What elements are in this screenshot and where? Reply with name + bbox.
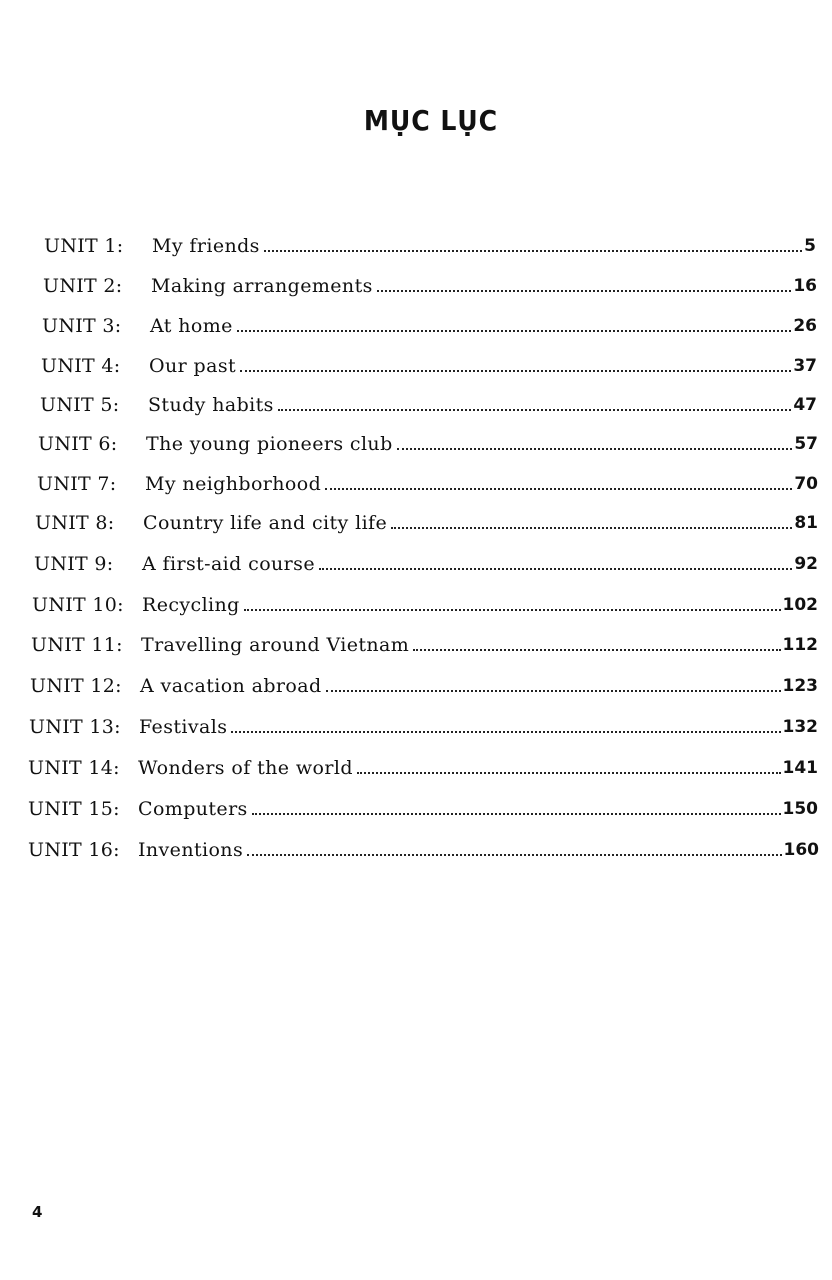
unit-title: A vacation abroad [140,675,322,697]
page-number: 81 [794,513,818,533]
dot-leader [377,290,792,292]
unit-title: Recycling [142,594,240,616]
toc-entry [28,834,819,862]
unit-number: UNIT 16: [28,839,120,861]
dot-leader [391,527,792,529]
page-number: 150 [782,799,818,819]
unit-number: UNIT 5: [40,394,120,416]
unit-title: The young pioneers club [146,433,393,455]
toc-entry [37,468,818,496]
page-number: 57 [794,434,818,454]
unit-title: Festivals [139,716,228,738]
toc-entry [38,428,818,456]
dot-leader [252,813,781,815]
unit-number: UNIT 8: [35,512,115,534]
toc-entry [32,589,818,617]
unit-title: Study habits [148,394,274,416]
toc-entry [44,230,816,258]
page-number: 92 [794,554,818,574]
dot-leader [325,488,792,490]
toc-entry [30,670,818,698]
page-number: 70 [794,474,818,494]
dot-leader [413,649,780,651]
page-number: 160 [783,840,819,860]
page-number: 47 [793,395,817,415]
unit-number: UNIT 3: [42,315,122,337]
unit-number: UNIT 9: [34,553,114,575]
dot-leader [244,609,781,611]
unit-title: At home [150,315,233,337]
page-number: 16 [793,276,817,296]
toc-entry [40,389,817,417]
unit-number: UNIT 14: [28,757,120,779]
dot-leader [326,690,781,692]
unit-title: My friends [152,235,260,257]
toc-entry [28,752,818,780]
dot-leader [264,250,802,252]
dot-leader [231,731,780,733]
toc-entry [35,507,818,535]
unit-title: Wonders of the world [138,757,353,779]
dot-leader [357,772,781,774]
page-number: 5 [804,236,816,256]
unit-number: UNIT 15: [28,798,120,820]
unit-title: Travelling around Vietnam [141,634,410,656]
unit-number: UNIT 13: [29,716,121,738]
unit-title: Inventions [138,839,244,861]
dot-leader [237,330,792,332]
page-number: 102 [782,595,818,615]
toc-entry [31,629,818,657]
toc-entry [28,793,818,821]
unit-number: UNIT 6: [38,433,118,455]
page-folio: 4 [32,1203,43,1221]
page-number: 26 [793,316,817,336]
dot-leader [278,409,792,411]
unit-number: UNIT 10: [32,594,124,616]
unit-number: UNIT 4: [41,355,121,377]
page-number: 141 [782,758,818,778]
unit-number: UNIT 12: [30,675,122,697]
unit-number: UNIT 11: [31,634,123,656]
unit-number: UNIT 1: [44,235,124,257]
unit-title: Our past [149,355,237,377]
page-number: 112 [782,635,818,655]
page-title: MỤC LỤC [363,104,499,137]
page-number: 123 [782,676,818,696]
dot-leader [247,854,781,856]
toc-entry [34,548,818,576]
page-number: 132 [782,717,818,737]
toc-entry [42,310,817,338]
unit-number: UNIT 2: [43,275,123,297]
toc-entry [43,270,817,298]
page-number: 37 [793,356,817,376]
unit-title: A first-aid course [142,553,315,575]
dot-leader [240,370,791,372]
toc-entry [41,350,817,378]
unit-title: Making arrangements [151,275,373,297]
unit-title: Country life and city life [143,512,388,534]
dot-leader [397,448,793,450]
unit-title: Computers [138,798,248,820]
dot-leader [319,568,792,570]
toc-entry [29,711,818,739]
unit-title: My neighborhood [145,473,322,495]
unit-number: UNIT 7: [37,473,117,495]
